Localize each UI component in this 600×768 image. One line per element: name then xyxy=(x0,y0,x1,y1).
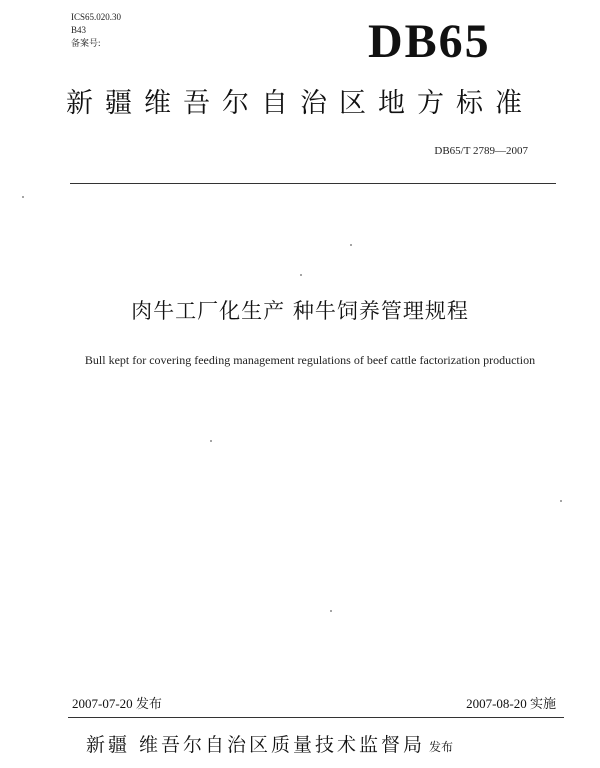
issuer-suffix: 发布 xyxy=(429,740,454,754)
title-chinese: 肉牛工厂化生产 种牛饲养管理规程 xyxy=(131,299,469,323)
scan-speck xyxy=(22,196,24,198)
scan-speck xyxy=(300,274,302,276)
header-divider xyxy=(70,183,556,184)
standard-logo: DB65 xyxy=(368,15,491,68)
record-number-label: 备案号: xyxy=(71,38,101,48)
scan-speck xyxy=(560,500,562,502)
issuer-name: 新疆 维吾尔自治区质量技术监督局 xyxy=(86,734,426,756)
ics-code: ICS65.020.30 xyxy=(71,12,122,22)
effective-date: 2007-08-20 实施 xyxy=(466,696,556,711)
classification-code: B43 xyxy=(71,25,87,35)
standard-number: DB65/T 2789—2007 xyxy=(434,145,528,157)
issuing-authority xyxy=(86,731,556,761)
issue-date: 2007-07-20 发布 xyxy=(72,696,162,711)
scan-speck xyxy=(330,610,332,612)
footer-divider xyxy=(68,717,564,718)
scan-speck xyxy=(210,440,212,442)
title-english: Bull kept for covering feeding management regulations of beef cattle factorization production xyxy=(84,353,536,367)
standard-type-heading: 新疆维吾尔自治区地方标准 xyxy=(66,88,534,119)
scan-speck xyxy=(350,244,352,246)
